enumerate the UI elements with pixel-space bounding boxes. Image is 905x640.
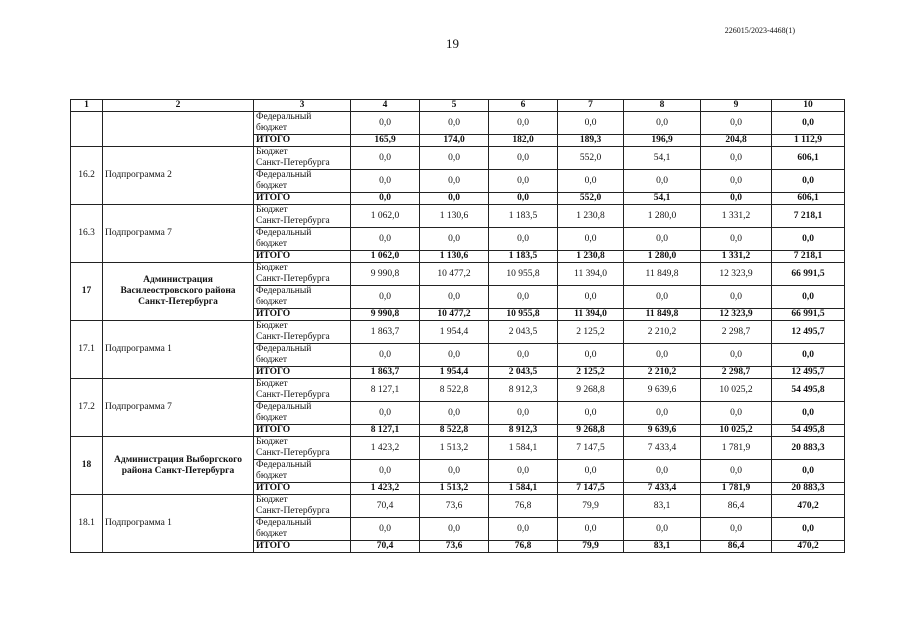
row-total-cell: 1 112,9 (772, 135, 845, 147)
row-total-cell: 0,0 (772, 112, 845, 135)
funding-source: Бюджет Санкт-Петербурга (254, 437, 351, 460)
value-cell: 0,0 (701, 286, 772, 309)
value-cell: 1 331,2 (701, 205, 772, 228)
total-label: ИТОГО (254, 193, 351, 205)
value-cell: 0,0 (558, 402, 624, 425)
value-cell: 0,0 (420, 518, 489, 541)
funding-source: Федеральный бюджет (254, 344, 351, 367)
value-cell: 0,0 (489, 286, 558, 309)
value-cell: 8 912,3 (489, 425, 558, 437)
value-cell: 7 147,5 (558, 483, 624, 495)
value-cell: 83,1 (624, 541, 701, 553)
header-row (71, 100, 845, 112)
row-total-cell: 66 991,5 (772, 309, 845, 321)
value-cell: 0,0 (701, 518, 772, 541)
value-cell: 0,0 (558, 286, 624, 309)
value-cell: 9 990,8 (351, 309, 420, 321)
value-cell: 0,0 (558, 170, 624, 193)
item-number: 17.1 (71, 321, 103, 379)
value-cell: 0,0 (351, 147, 420, 170)
funding-source: Бюджет Санкт-Петербурга (254, 263, 351, 286)
funding-source: Бюджет Санкт-Петербурга (254, 379, 351, 402)
value-cell: 0,0 (558, 344, 624, 367)
value-cell: 0,0 (558, 112, 624, 135)
column-header: 5 (420, 100, 489, 112)
total-label: ИТОГО (254, 425, 351, 437)
row-total-cell: 7 218,1 (772, 251, 845, 263)
total-label: ИТОГО (254, 541, 351, 553)
row-total-cell: 0,0 (772, 460, 845, 483)
value-cell: 10 477,2 (420, 309, 489, 321)
value-cell: 0,0 (489, 344, 558, 367)
value-cell: 174,0 (420, 135, 489, 147)
item-name: Подпрограмма 1 (103, 321, 254, 379)
value-cell: 0,0 (351, 228, 420, 251)
value-cell: 8 522,8 (420, 425, 489, 437)
funding-source: Бюджет Санкт-Петербурга (254, 495, 351, 518)
value-cell: 0,0 (701, 147, 772, 170)
value-cell: 0,0 (351, 170, 420, 193)
funding-source: Бюджет Санкт-Петербурга (254, 321, 351, 344)
value-cell: 8 522,8 (420, 379, 489, 402)
value-cell: 0,0 (420, 460, 489, 483)
row-total-cell: 12 495,7 (772, 367, 845, 379)
row-total-cell: 0,0 (772, 170, 845, 193)
value-cell: 0,0 (489, 193, 558, 205)
item-name: Администрация Василеостровского района Санкт-Петербурга (103, 263, 254, 321)
funding-source: Федеральный бюджет (254, 460, 351, 483)
value-cell: 79,9 (558, 495, 624, 518)
value-cell: 2 298,7 (701, 321, 772, 344)
value-cell: 54,1 (624, 147, 701, 170)
row-total-cell: 20 883,3 (772, 437, 845, 460)
table-row (71, 147, 845, 170)
value-cell: 1 584,1 (489, 437, 558, 460)
funding-source: Федеральный бюджет (254, 228, 351, 251)
value-cell: 11 849,8 (624, 309, 701, 321)
row-total-cell: 0,0 (772, 286, 845, 309)
value-cell: 1 331,2 (701, 251, 772, 263)
row-total-cell: 0,0 (772, 518, 845, 541)
row-total-cell: 0,0 (772, 344, 845, 367)
item-name: Подпрограмма 7 (103, 379, 254, 437)
value-cell: 0,0 (624, 170, 701, 193)
column-header: 8 (624, 100, 701, 112)
value-cell: 0,0 (624, 402, 701, 425)
column-header: 2 (103, 100, 254, 112)
value-cell: 0,0 (489, 112, 558, 135)
funding-source: Бюджет Санкт-Петербурга (254, 147, 351, 170)
table-row (71, 437, 845, 460)
value-cell: 1 584,1 (489, 483, 558, 495)
value-cell: 7 147,5 (558, 437, 624, 460)
value-cell: 0,0 (701, 344, 772, 367)
total-label: ИТОГО (254, 367, 351, 379)
value-cell: 7 433,4 (624, 437, 701, 460)
value-cell: 0,0 (420, 228, 489, 251)
value-cell: 1 280,0 (624, 205, 701, 228)
value-cell: 12 323,9 (701, 263, 772, 286)
value-cell: 0,0 (489, 518, 558, 541)
value-cell: 1 062,0 (351, 205, 420, 228)
row-total-cell: 7 218,1 (772, 205, 845, 228)
row-total-cell: 54 495,8 (772, 379, 845, 402)
budget-table (70, 99, 845, 553)
value-cell: 0,0 (420, 170, 489, 193)
value-cell: 2 043,5 (489, 367, 558, 379)
value-cell: 0,0 (351, 344, 420, 367)
value-cell: 2 125,2 (558, 367, 624, 379)
value-cell: 0,0 (351, 112, 420, 135)
value-cell: 2 210,2 (624, 321, 701, 344)
item-number: 17 (71, 263, 103, 321)
table-row (71, 205, 845, 228)
column-header: 3 (254, 100, 351, 112)
funding-source: Федеральный бюджет (254, 518, 351, 541)
value-cell: 1 513,2 (420, 437, 489, 460)
value-cell: 8 127,1 (351, 425, 420, 437)
total-label: ИТОГО (254, 309, 351, 321)
table-row (71, 495, 845, 518)
value-cell: 0,0 (624, 112, 701, 135)
value-cell: 2 125,2 (558, 321, 624, 344)
column-header: 10 (772, 100, 845, 112)
value-cell: 1 280,0 (624, 251, 701, 263)
row-total-cell: 0,0 (772, 402, 845, 425)
table-row (71, 321, 845, 344)
value-cell: 1 954,4 (420, 321, 489, 344)
item-name (103, 112, 254, 147)
value-cell: 9 639,6 (624, 425, 701, 437)
value-cell: 0,0 (420, 344, 489, 367)
value-cell: 552,0 (558, 147, 624, 170)
item-number: 18.1 (71, 495, 103, 553)
table-row (71, 379, 845, 402)
value-cell: 0,0 (624, 460, 701, 483)
value-cell: 76,8 (489, 541, 558, 553)
funding-source: Бюджет Санкт-Петербурга (254, 205, 351, 228)
row-total-cell: 0,0 (772, 228, 845, 251)
value-cell: 70,4 (351, 495, 420, 518)
value-cell: 0,0 (420, 193, 489, 205)
value-cell: 0,0 (624, 286, 701, 309)
value-cell: 83,1 (624, 495, 701, 518)
value-cell: 0,0 (420, 286, 489, 309)
value-cell: 1 781,9 (701, 483, 772, 495)
row-total-cell: 20 883,3 (772, 483, 845, 495)
row-total-cell: 66 991,5 (772, 263, 845, 286)
document-reference: 226015/2023-4468(1) (724, 26, 795, 35)
total-label: ИТОГО (254, 135, 351, 147)
value-cell: 0,0 (701, 402, 772, 425)
value-cell: 1 130,6 (420, 251, 489, 263)
value-cell: 0,0 (420, 112, 489, 135)
value-cell: 1 183,5 (489, 205, 558, 228)
value-cell: 10 025,2 (701, 379, 772, 402)
value-cell: 0,0 (489, 147, 558, 170)
column-header: 9 (701, 100, 772, 112)
item-name: Администрация Выборгского района Санкт-Петербурга (103, 437, 254, 495)
value-cell: 0,0 (351, 402, 420, 425)
item-number: 17.2 (71, 379, 103, 437)
value-cell: 0,0 (489, 228, 558, 251)
value-cell: 73,6 (420, 541, 489, 553)
value-cell: 204,8 (701, 135, 772, 147)
value-cell: 0,0 (624, 344, 701, 367)
value-cell: 0,0 (489, 402, 558, 425)
value-cell: 73,6 (420, 495, 489, 518)
value-cell: 1 954,4 (420, 367, 489, 379)
value-cell: 9 268,8 (558, 379, 624, 402)
row-total-cell: 606,1 (772, 193, 845, 205)
value-cell: 0,0 (558, 228, 624, 251)
column-header: 4 (351, 100, 420, 112)
value-cell: 1 423,2 (351, 437, 420, 460)
value-cell: 1 183,5 (489, 251, 558, 263)
value-cell: 86,4 (701, 541, 772, 553)
value-cell: 552,0 (558, 193, 624, 205)
page-number: 19 (446, 36, 459, 51)
value-cell: 0,0 (624, 228, 701, 251)
value-cell: 1 513,2 (420, 483, 489, 495)
funding-source: Федеральный бюджет (254, 402, 351, 425)
value-cell: 8 127,1 (351, 379, 420, 402)
value-cell: 0,0 (351, 286, 420, 309)
value-cell: 2 043,5 (489, 321, 558, 344)
column-header: 6 (489, 100, 558, 112)
table-row (71, 263, 845, 286)
value-cell: 1 062,0 (351, 251, 420, 263)
value-cell: 0,0 (489, 170, 558, 193)
value-cell: 1 863,7 (351, 321, 420, 344)
item-name: Подпрограмма 7 (103, 205, 254, 263)
column-header: 1 (71, 100, 103, 112)
value-cell: 11 394,0 (558, 263, 624, 286)
item-number: 18 (71, 437, 103, 495)
value-cell: 0,0 (701, 112, 772, 135)
value-cell: 10 025,2 (701, 425, 772, 437)
value-cell: 7 433,4 (624, 483, 701, 495)
value-cell: 76,8 (489, 495, 558, 518)
value-cell: 2 298,7 (701, 367, 772, 379)
value-cell: 1 230,8 (558, 251, 624, 263)
funding-source: Федеральный бюджет (254, 112, 351, 135)
value-cell: 86,4 (701, 495, 772, 518)
value-cell: 79,9 (558, 541, 624, 553)
row-total-cell: 12 495,7 (772, 321, 845, 344)
value-cell: 0,0 (701, 228, 772, 251)
value-cell: 189,3 (558, 135, 624, 147)
item-name: Подпрограмма 2 (103, 147, 254, 205)
value-cell: 0,0 (558, 518, 624, 541)
value-cell: 1 423,2 (351, 483, 420, 495)
value-cell: 0,0 (701, 460, 772, 483)
row-total-cell: 470,2 (772, 495, 845, 518)
value-cell: 1 781,9 (701, 437, 772, 460)
funding-source: Федеральный бюджет (254, 286, 351, 309)
item-name: Подпрограмма 1 (103, 495, 254, 553)
value-cell: 0,0 (351, 193, 420, 205)
value-cell: 9 639,6 (624, 379, 701, 402)
row-total-cell: 54 495,8 (772, 425, 845, 437)
value-cell: 0,0 (701, 193, 772, 205)
value-cell: 12 323,9 (701, 309, 772, 321)
value-cell: 54,1 (624, 193, 701, 205)
item-number: 16.2 (71, 147, 103, 205)
row-total-cell: 470,2 (772, 541, 845, 553)
value-cell: 0,0 (701, 170, 772, 193)
total-label: ИТОГО (254, 483, 351, 495)
total-label: ИТОГО (254, 251, 351, 263)
value-cell: 10 955,8 (489, 309, 558, 321)
column-header: 7 (558, 100, 624, 112)
table-body (71, 112, 845, 553)
value-cell: 196,9 (624, 135, 701, 147)
value-cell: 0,0 (420, 402, 489, 425)
value-cell: 1 130,6 (420, 205, 489, 228)
value-cell: 0,0 (489, 460, 558, 483)
value-cell: 10 955,8 (489, 263, 558, 286)
value-cell: 9 990,8 (351, 263, 420, 286)
value-cell: 11 394,0 (558, 309, 624, 321)
row-total-cell: 606,1 (772, 147, 845, 170)
value-cell: 165,9 (351, 135, 420, 147)
value-cell: 8 912,3 (489, 379, 558, 402)
value-cell: 1 863,7 (351, 367, 420, 379)
value-cell: 2 210,2 (624, 367, 701, 379)
item-number (71, 112, 103, 147)
value-cell: 0,0 (624, 518, 701, 541)
value-cell: 1 230,8 (558, 205, 624, 228)
value-cell: 0,0 (420, 147, 489, 170)
value-cell: 0,0 (558, 460, 624, 483)
funding-source: Федеральный бюджет (254, 170, 351, 193)
value-cell: 11 849,8 (624, 263, 701, 286)
value-cell: 0,0 (351, 518, 420, 541)
value-cell: 10 477,2 (420, 263, 489, 286)
item-number: 16.3 (71, 205, 103, 263)
value-cell: 9 268,8 (558, 425, 624, 437)
value-cell: 182,0 (489, 135, 558, 147)
value-cell: 0,0 (351, 460, 420, 483)
value-cell: 70,4 (351, 541, 420, 553)
table-row (71, 112, 845, 135)
